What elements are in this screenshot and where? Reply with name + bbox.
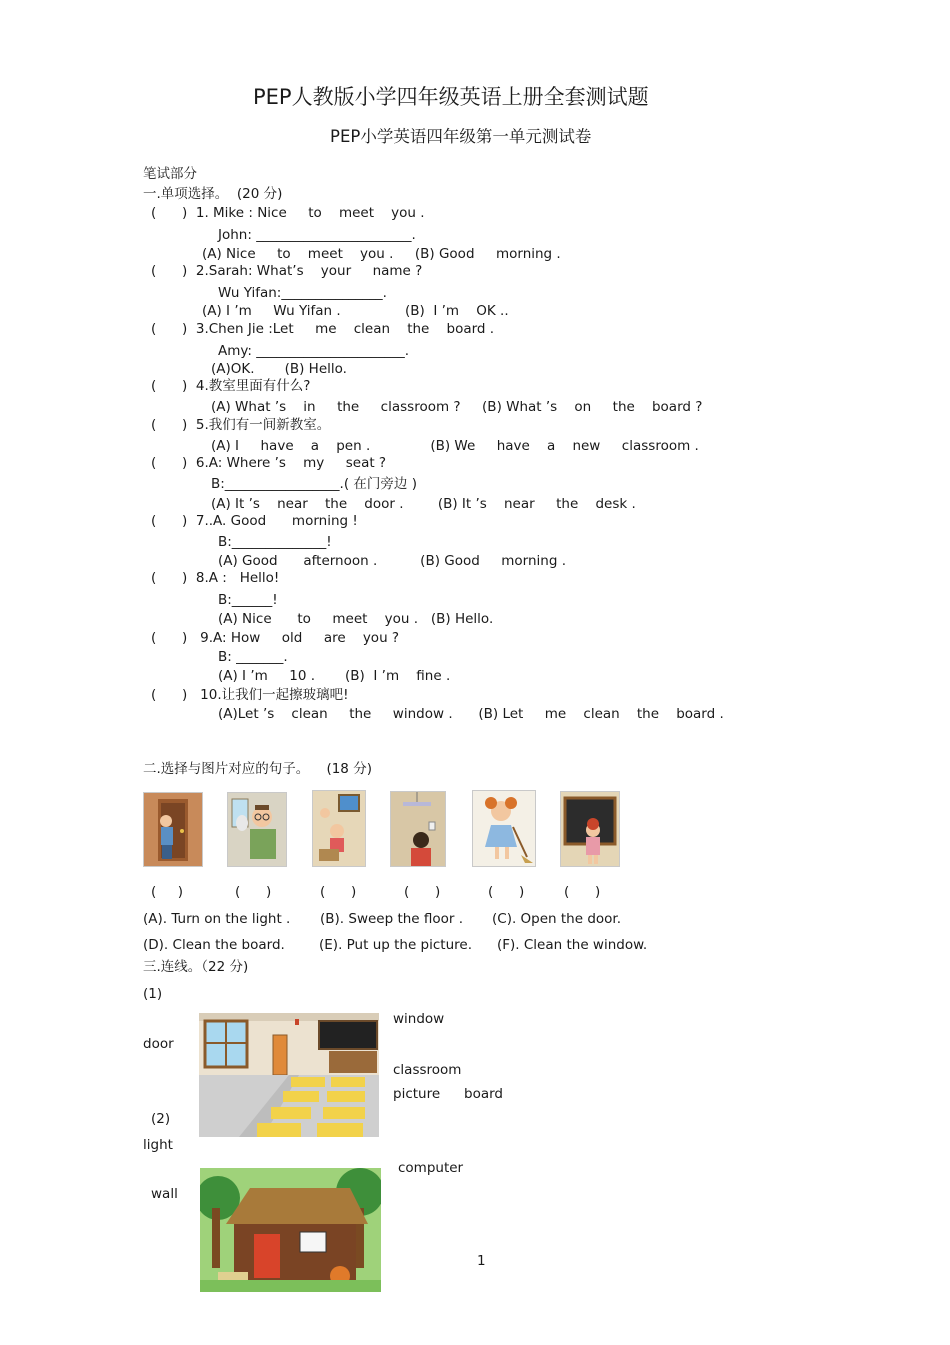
q2-options: (A) I ’m Wu Yifan . (B) I ’m OK ..: [202, 303, 509, 319]
q1-options: (A) Nice to meet you . (B) Good morning .: [202, 246, 561, 262]
q1-answer-blank: John: _______________________.: [218, 227, 416, 243]
q7-answer-blank: B:______________!: [218, 534, 332, 550]
picture-put-up-picture: [312, 790, 366, 867]
q6-stem: ( ) 6.A: Where ’s my seat ?: [151, 455, 387, 471]
q5-options: (A) I have a pen . (B) We have a new classroom .: [211, 438, 699, 454]
option-d: (D). Clean the board.: [143, 937, 285, 953]
q2-answer-blank: Wu Yifan:_______________.: [218, 285, 387, 301]
part3-label-1: (1): [143, 986, 163, 1002]
q3-options: (A)OK. (B) Hello.: [211, 361, 347, 377]
match-word-door: door: [143, 1036, 174, 1052]
q10-stem: ( ) 10.让我们一起擦玻璃吧!: [151, 687, 349, 703]
q3-answer-blank: Amy: ______________________.: [218, 343, 410, 359]
option-e: (E). Put up the picture.: [319, 937, 472, 953]
q8-stem: ( ) 8.A : Hello!: [151, 570, 280, 586]
part1-heading: 一.单项选择。 (20 分): [143, 186, 283, 202]
q5-stem: ( ) 5.我们有一间新教室。: [151, 417, 331, 433]
q8-options: (A) Nice to meet you . (B) Hello.: [218, 611, 494, 627]
match-word-classroom: classroom: [393, 1062, 462, 1078]
match-word-window: window: [393, 1011, 445, 1027]
q3-stem: ( ) 3.Chen Jie :Let me clean the board .: [151, 321, 495, 337]
match-word-board: board: [464, 1086, 503, 1102]
picture-answer-bracket: ( ): [564, 884, 601, 900]
part3-label-2: (2): [151, 1111, 171, 1127]
option-f: (F). Clean the window.: [497, 937, 648, 953]
q7-stem: ( ) 7..A. Good morning !: [151, 513, 358, 529]
q2-stem: ( ) 2.Sarah: What’s your name ?: [151, 263, 423, 279]
page-number: 1: [477, 1253, 486, 1269]
picture-answer-bracket: ( ): [151, 884, 183, 900]
option-c: (C). Open the door.: [492, 911, 622, 927]
option-a: (A). Turn on the light .: [143, 911, 291, 927]
q8-answer-blank: B:______!: [218, 592, 278, 608]
q6-answer-blank: B:_________________.( 在门旁边 ): [211, 476, 417, 492]
q9-options: (A) I ’m 10 . (B) I ’m fine .: [218, 668, 451, 684]
picture-turn-on-light: [390, 791, 446, 867]
picture-clean-window: [227, 792, 287, 867]
option-b: (B). Sweep the floor .: [320, 911, 464, 927]
section-written-label: 笔试部分: [143, 166, 197, 182]
match-word-wall: wall: [151, 1186, 178, 1202]
q4-options: (A) What ’s in the classroom ? (B) What ’s on the board ?: [211, 399, 703, 415]
q6-options: (A) It ’s near the door . (B) It ’s near the desk .: [211, 496, 636, 512]
picture-clean-board: [560, 791, 620, 867]
q9-answer-blank: B: _______.: [218, 649, 288, 665]
match-word-computer: computer: [398, 1160, 464, 1176]
q7-options: (A) Good afternoon . (B) Good morning .: [218, 553, 567, 569]
q4-stem: ( ) 4.教室里面有什么?: [151, 378, 311, 394]
picture-answer-bracket: ( ): [235, 884, 272, 900]
q10-options: (A)Let ’s clean the window . (B) Let me clean the board .: [218, 706, 724, 722]
match-word-picture: picture: [393, 1086, 441, 1102]
picture-sweep-floor: [472, 790, 536, 867]
part3-heading: 三.连线。（22 分): [143, 959, 249, 975]
page-title: PEP人教版小学四年级英语上册全套测试题: [253, 85, 649, 109]
picture-classroom: [199, 1013, 379, 1137]
picture-answer-bracket: ( ): [404, 884, 441, 900]
q9-stem: ( ) 9.A: How old are you ?: [151, 630, 400, 646]
picture-answer-bracket: ( ): [488, 884, 525, 900]
picture-open-door: [143, 792, 203, 867]
part2-heading: 二.选择与图片对应的句子。 (18 分): [143, 761, 372, 777]
page-subtitle: PEP小学英语四年级第一单元测试卷: [330, 127, 592, 146]
match-word-light: light: [143, 1137, 173, 1153]
picture-house: [200, 1168, 381, 1292]
picture-answer-bracket: ( ): [320, 884, 357, 900]
q1-stem: ( ) 1. Mike : Nice to meet you .: [151, 205, 425, 221]
